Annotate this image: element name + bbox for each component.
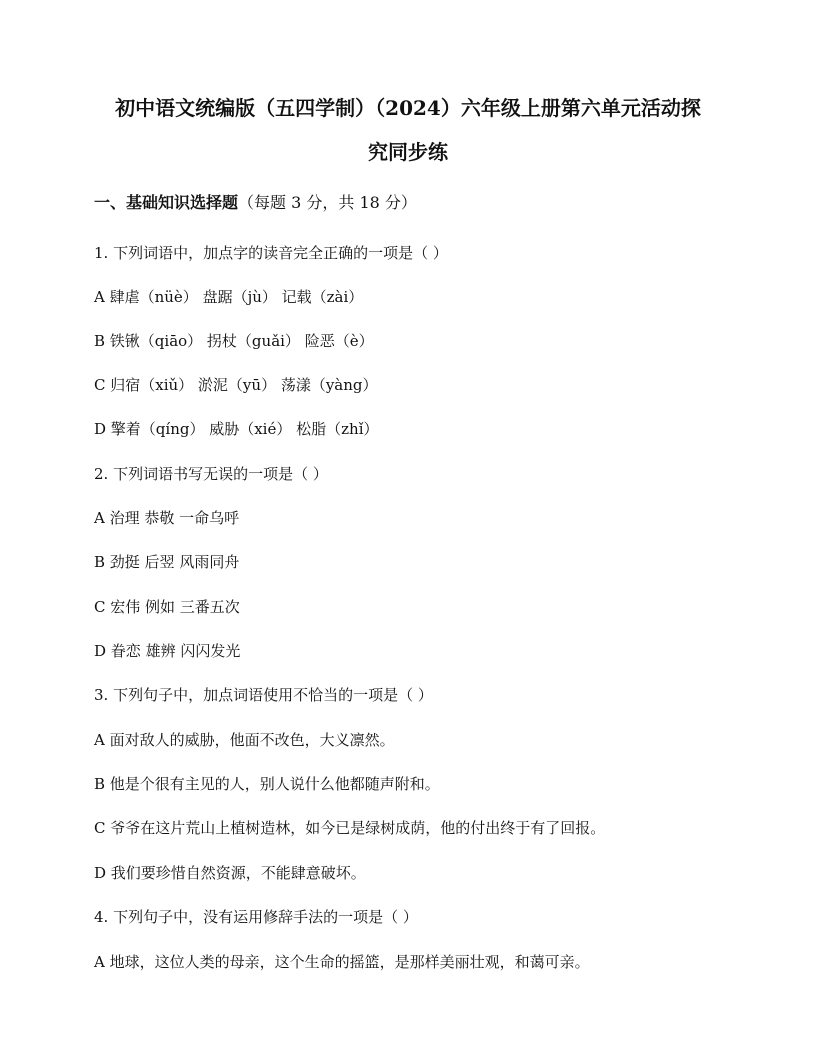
question-1-option-c: C 归宿（xiǔ） 淤泥（yū） 荡漾（yàng） [94, 376, 378, 394]
section-heading-text: 一、基础知识选择题 [94, 193, 239, 212]
question-1-stem: 1. 下列词语中，加点字的读音完全正确的一项是（ ） [94, 244, 448, 262]
question-3-option-b: B 他是个很有主见的人，别人说什么他都随声附和。 [94, 775, 440, 793]
question-2-option-a: A 治理 恭敬 一命乌呼 [94, 509, 240, 527]
question-4-stem: 4. 下列句子中，没有运用修辞手法的一项是（ ） [94, 908, 418, 926]
document-title-line-1: 初中语文统编版（五四学制）（2024）六年级上册第六单元活动探 [115, 96, 701, 120]
question-1-option-a: A 肆虐（nüè） 盘踞（jù） 记载（zài） [94, 288, 364, 306]
question-2-option-c: C 宏伟 例如 三番五次 [94, 598, 240, 616]
document-title-line-2: 究同步练 [368, 140, 448, 164]
question-4-option-a: A 地球，这位人类的母亲，这个生命的摇篮，是那样美丽壮观，和蔼可亲。 [94, 953, 590, 971]
section-heading [94, 192, 417, 214]
question-3-option-a: A 面对敌人的威胁，他面不改色，大义凛然。 [94, 731, 395, 749]
question-1-option-d: D 擎着（qíng） 威胁（xié） 松脂（zhǐ） [94, 420, 379, 438]
question-3-option-d: D 我们要珍惜自然资源，不能肆意破坏。 [94, 864, 366, 882]
question-1-option-b: B 铁锹（qiāo） 拐杖（guǎi） 险恶（è） [94, 332, 374, 350]
question-3-stem: 3. 下列句子中，加点词语使用不恰当的一项是（ ） [94, 686, 433, 704]
section-heading-note: （每题 3 分，共 18 分） [238, 193, 417, 212]
question-2-option-b: B 劲挺 后翌 风雨同舟 [94, 553, 240, 571]
question-2-option-d: D 眷恋 雄辨 闪闪发光 [94, 642, 241, 660]
question-3-option-c: C 爷爷在这片荒山上植树造林，如今已是绿树成荫，他的付出终于有了回报。 [94, 819, 606, 837]
question-2-stem: 2. 下列词语书写无误的一项是（ ） [94, 465, 328, 483]
